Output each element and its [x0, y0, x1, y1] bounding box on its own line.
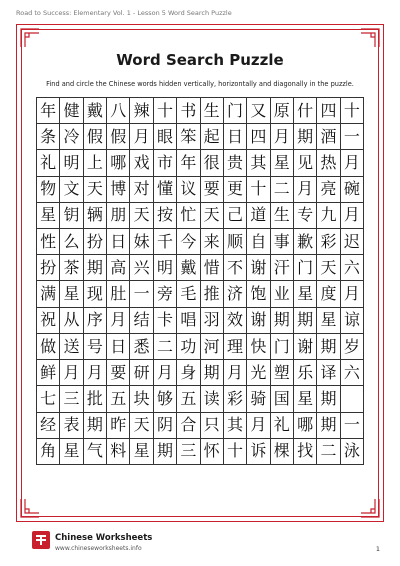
grid-cell[interactable]: 生 — [201, 98, 224, 124]
grid-cell[interactable]: 月 — [107, 308, 130, 334]
grid-cell[interactable]: 其 — [224, 413, 247, 439]
grid-cell[interactable]: 天 — [130, 203, 153, 229]
grid-cell[interactable]: 十 — [341, 98, 364, 124]
corner-ornament-icon — [360, 498, 380, 518]
grid-cell[interactable]: 序 — [84, 308, 107, 334]
grid-cell[interactable]: 辣 — [130, 98, 153, 124]
grid-cell[interactable]: 月 — [60, 360, 83, 386]
grid-cell[interactable]: 月 — [341, 203, 364, 229]
grid-cell[interactable]: 送 — [60, 334, 83, 360]
grid-cell[interactable]: 卡 — [154, 308, 177, 334]
grid-cell[interactable]: 月 — [341, 150, 364, 176]
grid-cell[interactable]: 泳 — [341, 439, 364, 465]
grid-cell[interactable]: 星 — [294, 281, 317, 307]
grid-cell[interactable]: 千 — [154, 229, 177, 255]
grid-cell[interactable]: 门 — [224, 98, 247, 124]
grid-cell[interactable]: 祝 — [37, 308, 60, 334]
grid-cell[interactable]: 十 — [224, 439, 247, 465]
grid-cell[interactable]: 扮 — [84, 229, 107, 255]
grid-cell[interactable]: 塑 — [271, 360, 294, 386]
grid-cell[interactable]: 做 — [37, 334, 60, 360]
grid-cell[interactable]: 谅 — [341, 308, 364, 334]
grid-cell[interactable]: 性 — [37, 229, 60, 255]
grid-cell[interactable]: 钥 — [60, 203, 83, 229]
grid-cell[interactable]: 星 — [294, 386, 317, 412]
corner-ornament-icon — [20, 28, 40, 48]
grid-cell[interactable]: 物 — [37, 177, 60, 203]
grid-cell[interactable]: 天 — [84, 177, 107, 203]
grid-cell[interactable]: 期 — [84, 413, 107, 439]
grid-cell[interactable]: 月 — [84, 360, 107, 386]
grid-cell[interactable]: 期 — [317, 386, 340, 412]
grid-cell[interactable]: 表 — [60, 413, 83, 439]
grid-cell[interactable]: 三 — [177, 439, 200, 465]
grid-cell[interactable]: 九 — [317, 203, 340, 229]
grid-cell[interactable]: 只 — [201, 413, 224, 439]
grid-cell[interactable]: 茶 — [60, 255, 83, 281]
corner-ornament-icon — [360, 28, 380, 48]
grid-cell[interactable]: 四 — [247, 124, 270, 150]
grid-cell[interactable]: 己 — [224, 203, 247, 229]
grid-cell[interactable]: 眼 — [154, 124, 177, 150]
grid-cell[interactable]: 冷 — [60, 124, 83, 150]
grid-cell[interactable]: 六 — [341, 255, 364, 281]
grid-cell[interactable]: 懂 — [154, 177, 177, 203]
grid-cell[interactable]: 哪 — [107, 150, 130, 176]
grid-cell[interactable]: 道 — [247, 203, 270, 229]
grid-cell[interactable]: 月 — [224, 360, 247, 386]
grid-cell[interactable]: 戴 — [177, 255, 200, 281]
grid-cell[interactable]: 期 — [294, 308, 317, 334]
grid-cell[interactable]: 一 — [341, 124, 364, 150]
grid-cell[interactable]: 日 — [224, 124, 247, 150]
grid-cell[interactable]: 结 — [130, 308, 153, 334]
grid-cell[interactable]: 肚 — [107, 281, 130, 307]
footer-brand: Chinese Worksheets — [55, 533, 153, 543]
grid-cell[interactable]: 效 — [224, 308, 247, 334]
grid-cell[interactable]: 亮 — [317, 177, 340, 203]
grid-cell[interactable]: 生 — [271, 203, 294, 229]
grid-cell[interactable]: 礼 — [271, 413, 294, 439]
grid-cell[interactable]: 市 — [154, 150, 177, 176]
grid-cell[interactable]: 其 — [247, 150, 270, 176]
grid-cell[interactable]: 天 — [201, 203, 224, 229]
grid-cell[interactable]: 期 — [294, 124, 317, 150]
grid-cell[interactable]: 戏 — [130, 150, 153, 176]
grid-cell[interactable]: 骑 — [247, 386, 270, 412]
grid-cell[interactable]: 怀 — [201, 439, 224, 465]
grid-cell[interactable]: 文 — [60, 177, 83, 203]
grid-cell[interactable]: 羽 — [201, 308, 224, 334]
grid-cell[interactable]: 唱 — [177, 308, 200, 334]
grid-cell[interactable]: 辆 — [84, 203, 107, 229]
grid-cell[interactable]: 自 — [247, 229, 270, 255]
grid-cell[interactable]: 扮 — [37, 255, 60, 281]
grid-cell[interactable]: 对 — [130, 177, 153, 203]
grid-cell[interactable]: 戴 — [84, 98, 107, 124]
grid-cell[interactable]: 彩 — [317, 229, 340, 255]
grid-cell[interactable]: 明 — [60, 150, 83, 176]
grid-cell[interactable]: 阴 — [154, 413, 177, 439]
grid-cell[interactable]: 谢 — [247, 255, 270, 281]
grid-cell[interactable]: 天 — [317, 255, 340, 281]
grid-cell[interactable]: 月 — [247, 413, 270, 439]
grid-cell[interactable]: 悉 — [130, 334, 153, 360]
grid-cell[interactable]: 碗 — [341, 177, 364, 203]
grid-cell[interactable]: 六 — [341, 360, 364, 386]
grid-cell[interactable]: 迟 — [341, 229, 364, 255]
grid-cell[interactable]: 够 — [154, 386, 177, 412]
grid-cell[interactable]: 功 — [177, 334, 200, 360]
grid-cell[interactable]: 从 — [60, 308, 83, 334]
grid-cell[interactable]: 年 — [37, 98, 60, 124]
grid-cell[interactable]: 要 — [107, 360, 130, 386]
grid-cell[interactable]: 饱 — [247, 281, 270, 307]
grid-cell[interactable]: 角 — [37, 439, 60, 465]
grid-cell[interactable]: 五 — [107, 386, 130, 412]
grid-cell[interactable]: 期 — [201, 360, 224, 386]
grid-cell[interactable]: 期 — [154, 439, 177, 465]
grid-cell[interactable]: 不 — [224, 255, 247, 281]
grid-cell[interactable]: 健 — [60, 98, 83, 124]
page-title: Word Search Puzzle — [116, 51, 284, 69]
grid-cell[interactable]: 理 — [224, 334, 247, 360]
grid-cell[interactable]: 要 — [201, 177, 224, 203]
grid-cell[interactable]: 月 — [271, 124, 294, 150]
running-head: Road to Success: Elementary Vol. 1 - Lesson 5 Word Search Puzzle — [16, 9, 232, 17]
grid-cell[interactable]: 谢 — [247, 308, 270, 334]
grid-cell[interactable]: 河 — [201, 334, 224, 360]
footer-url: www.chineseworksheets.info — [55, 545, 142, 552]
grid-cell[interactable]: 见 — [294, 150, 317, 176]
grid-cell[interactable]: 月 — [154, 360, 177, 386]
grid-cell[interactable]: 业 — [271, 281, 294, 307]
grid-cell[interactable]: 料 — [107, 439, 130, 465]
grid-cell[interactable]: 鲜 — [37, 360, 60, 386]
grid-cell[interactable]: 又 — [247, 98, 270, 124]
grid-cell[interactable]: 期 — [84, 255, 107, 281]
grid-cell[interactable]: 现 — [84, 281, 107, 307]
grid-cell[interactable]: 礼 — [37, 150, 60, 176]
grid-cell[interactable]: 研 — [130, 360, 153, 386]
grid-cell[interactable]: 期 — [271, 308, 294, 334]
grid-cell[interactable]: 身 — [177, 360, 200, 386]
grid-cell[interactable]: 顺 — [224, 229, 247, 255]
grid-cell[interactable] — [341, 386, 364, 412]
grid-cell[interactable]: 惜 — [201, 255, 224, 281]
grid-cell[interactable]: 按 — [154, 203, 177, 229]
grid-cell[interactable]: 什 — [294, 98, 317, 124]
grid-cell[interactable]: 热 — [317, 150, 340, 176]
grid-cell[interactable]: 今 — [177, 229, 200, 255]
grid-cell[interactable]: 快 — [247, 334, 270, 360]
grid-cell[interactable]: 五 — [177, 386, 200, 412]
grid-cell[interactable]: 事 — [271, 229, 294, 255]
instructions: Find and circle the Chinese words hidden vertically, horizontally and diagonally in the puzzle. — [46, 80, 354, 88]
grid-cell[interactable]: 译 — [317, 360, 340, 386]
grid-cell[interactable]: 八 — [107, 98, 130, 124]
grid-cell[interactable]: 四 — [317, 98, 340, 124]
grid-cell[interactable]: 彩 — [224, 386, 247, 412]
grid-cell[interactable]: 经 — [37, 413, 60, 439]
grid-cell[interactable]: 天 — [130, 413, 153, 439]
grid-cell[interactable]: 乐 — [294, 360, 317, 386]
grid-cell[interactable]: 合 — [177, 413, 200, 439]
grid-cell[interactable]: 歉 — [294, 229, 317, 255]
grid-cell[interactable]: 假 — [84, 124, 107, 150]
grid-cell[interactable]: 星 — [130, 439, 153, 465]
grid-cell[interactable]: 条 — [37, 124, 60, 150]
grid-cell[interactable]: 二 — [271, 177, 294, 203]
grid-cell[interactable]: 国 — [271, 386, 294, 412]
grid-cell[interactable]: 星 — [37, 203, 60, 229]
grid-cell[interactable]: 贵 — [224, 150, 247, 176]
grid-cell[interactable]: 酒 — [317, 124, 340, 150]
grid-cell[interactable]: 七 — [37, 386, 60, 412]
grid-cell[interactable]: 议 — [177, 177, 200, 203]
grid-cell[interactable]: 棵 — [271, 439, 294, 465]
grid-cell[interactable]: 诉 — [247, 439, 270, 465]
word-search-grid — [36, 97, 364, 465]
grid-cell[interactable]: 更 — [224, 177, 247, 203]
grid-cell[interactable]: 岁 — [341, 334, 364, 360]
grid-cell[interactable]: 来 — [201, 229, 224, 255]
chinese-worksheets-logo-icon — [32, 531, 50, 549]
grid-cell[interactable]: 期 — [317, 413, 340, 439]
grid-cell[interactable]: 么 — [60, 229, 83, 255]
grid-cell[interactable]: 批 — [84, 386, 107, 412]
grid-cell[interactable]: 一 — [130, 281, 153, 307]
grid-cell[interactable]: 济 — [224, 281, 247, 307]
grid-cell[interactable]: 二 — [154, 334, 177, 360]
grid-cell[interactable]: 专 — [294, 203, 317, 229]
grid-cell[interactable]: 谢 — [294, 334, 317, 360]
grid-cell[interactable]: 十 — [247, 177, 270, 203]
grid-cell[interactable]: 旁 — [154, 281, 177, 307]
grid-cell[interactable]: 门 — [294, 255, 317, 281]
grid-cell[interactable]: 年 — [177, 150, 200, 176]
grid-cell[interactable]: 朋 — [107, 203, 130, 229]
grid-cell[interactable]: 一 — [341, 413, 364, 439]
grid-cell[interactable]: 二 — [317, 439, 340, 465]
grid-cell[interactable]: 期 — [317, 334, 340, 360]
grid-cell[interactable]: 月 — [341, 281, 364, 307]
grid-cell[interactable]: 很 — [201, 150, 224, 176]
page-number: 1 — [375, 545, 380, 553]
grid-cell[interactable]: 推 — [201, 281, 224, 307]
grid-cell[interactable]: 星 — [271, 150, 294, 176]
grid-cell[interactable]: 原 — [271, 98, 294, 124]
grid-cell[interactable]: 上 — [84, 150, 107, 176]
grid-cell[interactable]: 博 — [107, 177, 130, 203]
grid-cell[interactable]: 找 — [294, 439, 317, 465]
grid-cell[interactable]: 日 — [107, 334, 130, 360]
grid-cell[interactable]: 星 — [317, 308, 340, 334]
grid-cell[interactable]: 月 — [294, 177, 317, 203]
grid-cell[interactable]: 昨 — [107, 413, 130, 439]
grid-cell[interactable]: 满 — [37, 281, 60, 307]
grid-cell[interactable]: 读 — [201, 386, 224, 412]
grid-cell[interactable]: 明 — [154, 255, 177, 281]
grid-cell[interactable]: 星 — [60, 439, 83, 465]
grid-cell[interactable]: 笨 — [177, 124, 200, 150]
grid-cell[interactable]: 十 — [154, 98, 177, 124]
grid-cell[interactable]: 日 — [107, 229, 130, 255]
grid-cell[interactable]: 度 — [317, 281, 340, 307]
grid-cell[interactable]: 高 — [107, 255, 130, 281]
grid-cell[interactable]: 起 — [201, 124, 224, 150]
grid-cell[interactable]: 汗 — [271, 255, 294, 281]
grid-cell[interactable]: 书 — [177, 98, 200, 124]
grid-cell[interactable]: 兴 — [130, 255, 153, 281]
grid-cell[interactable]: 气 — [84, 439, 107, 465]
grid-cell[interactable]: 妹 — [130, 229, 153, 255]
grid-cell[interactable]: 号 — [84, 334, 107, 360]
grid-cell[interactable]: 月 — [130, 124, 153, 150]
grid-cell[interactable]: 光 — [247, 360, 270, 386]
grid-cell[interactable]: 哪 — [294, 413, 317, 439]
grid-cell[interactable]: 星 — [60, 281, 83, 307]
corner-ornament-icon — [20, 498, 40, 518]
grid-cell[interactable]: 毛 — [177, 281, 200, 307]
grid-cell[interactable]: 三 — [60, 386, 83, 412]
grid-cell[interactable]: 门 — [271, 334, 294, 360]
grid-cell[interactable]: 忙 — [177, 203, 200, 229]
grid-cell[interactable]: 块 — [130, 386, 153, 412]
grid-cell[interactable]: 假 — [107, 124, 130, 150]
